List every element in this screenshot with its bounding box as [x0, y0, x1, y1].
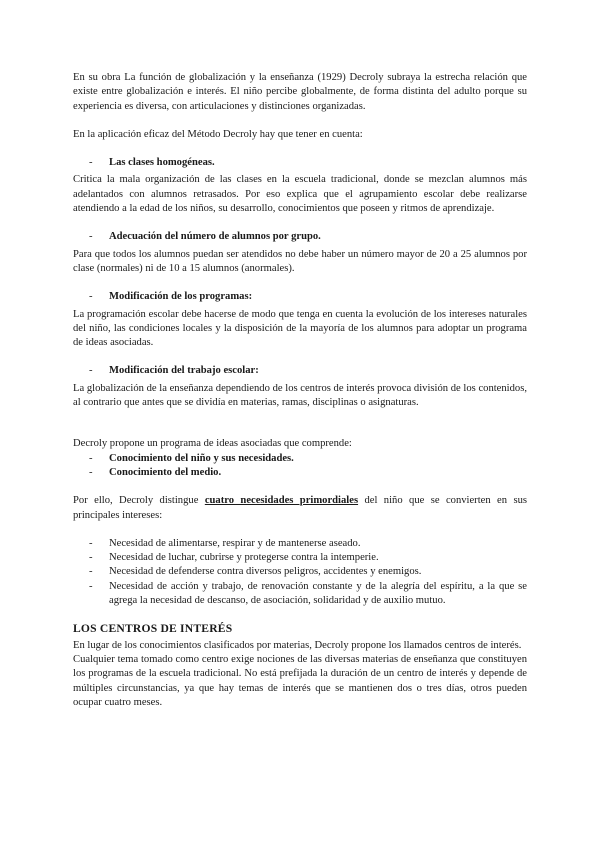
- method-item-2: [73, 230, 527, 276]
- item-title: Las clases homogéneas.: [109, 157, 215, 169]
- program-intro: Decroly propone un programa de ideas asociadas que comprende:: [73, 438, 352, 450]
- program-list: [73, 452, 527, 481]
- list-item: - Necesidad de acción y trabajo, de renovación constante y de la alegría del espíritu, a la que se agrega la necesidad de descanso, de asociación, solidaridad y de auxilio mutuo.: [89, 580, 527, 607]
- bullet-dash: -: [89, 466, 93, 478]
- list-item: - Necesidad de alimentarse, respirar y de mantenerse aseado.: [73, 537, 527, 551]
- section-heading: LOS CENTROS DE INTERÉS: [73, 622, 233, 636]
- bullet-dash: -: [89, 157, 93, 169]
- centers-paragraph: En lugar de los conocimientos clasificados por materias, Decroly propone los llamados centros de interés.: [73, 639, 522, 651]
- item-title: Adecuación del número de alumnos por grupo.: [109, 231, 321, 243]
- method-item-4: [73, 364, 527, 410]
- item-text: La programación escolar debe hacerse de modo que tenga en cuenta la evolución de los intereses naturales del niño, las condiciones locales y la disposición de la mayoría de los alumnos para adoptar un programa de ideas asociadas.: [73, 308, 527, 349]
- emphasis-text: cuatro necesidades primordiales: [204, 495, 359, 507]
- bullet-dash: -: [89, 365, 93, 377]
- method-item-3: [73, 290, 527, 350]
- item-text: Critica la mala organización de las clases en la escuela tradicional, donde se mezclan alumnos más adelantados con alumnos retrasados. Por eso explica que el agrupamiento escolar debe realizarse atendiendo a la edad de los niños, su desarrollo, conocimientos que poseen y ritmos de aprendizaje.: [73, 174, 527, 215]
- bullet-dash: -: [89, 452, 93, 464]
- document-body: [73, 71, 527, 710]
- bullet-dash: -: [89, 566, 93, 578]
- list-item: - Necesidad de defenderse contra diversos peligros, accidentes y enemigos.: [73, 565, 527, 579]
- bullet-dash: -: [89, 291, 93, 303]
- bullet-dash: -: [89, 580, 93, 592]
- bullet-dash: -: [89, 552, 93, 564]
- list-item: - Necesidad de luchar, cubrirse y protegerse contra la intemperie.: [73, 551, 527, 565]
- needs-list: [73, 537, 527, 608]
- list-item: - Conocimiento del niño y sus necesidades.: [73, 452, 527, 466]
- list-item: - Conocimiento del medio.: [73, 466, 527, 480]
- item-text: La globalización de la enseñanza dependiendo de los centros de interés provoca división de los contenidos, al contrario que antes que se dividía en materias, ramas, disciplinas o asignaturas.: [73, 382, 527, 409]
- item-text: Para que todos los alumnos puedan ser atendidos no debe haber un número mayor de 20 a 25 alumnos por clase (normales) ni de 10 a 15 alumnos (anormales).: [73, 248, 527, 274]
- item-title: Modificación del trabajo escolar:: [109, 365, 259, 377]
- bullet-dash: -: [89, 231, 93, 243]
- item-title: Modificación de los programas:: [109, 291, 253, 303]
- intro-paragraph: En su obra La función de globalización y la enseñanza (1929) Decroly subraya la estrecha relación que existe entre globalización e interés. El niño percibe globalmente, de forma distinta del adulto porque su experiencia es diversa, con articulaciones y distinciones organizadas.: [73, 72, 527, 112]
- method-intro: En la aplicación eficaz del Método Decroly hay que tener en cuenta:: [73, 128, 363, 140]
- centers-paragraph: Cualquier tema tomado como centro exige nociones de las diversas materias de enseñanza que constituyen los programas de la escuela tradicional. No está prefijada la duración de un centro de interés y depende de múltiples circunstancias, ya que hay temas de interés que se mantienen dos o tres días, otros pueden ocupar cuatro meses.: [73, 653, 527, 708]
- bullet-dash: -: [89, 537, 93, 549]
- needs-paragraph: Por ello, Decroly distingue cuatro necesidades primordiales del niño que se convierten en sus principales intereses:: [73, 495, 527, 521]
- method-item-1: [73, 156, 527, 216]
